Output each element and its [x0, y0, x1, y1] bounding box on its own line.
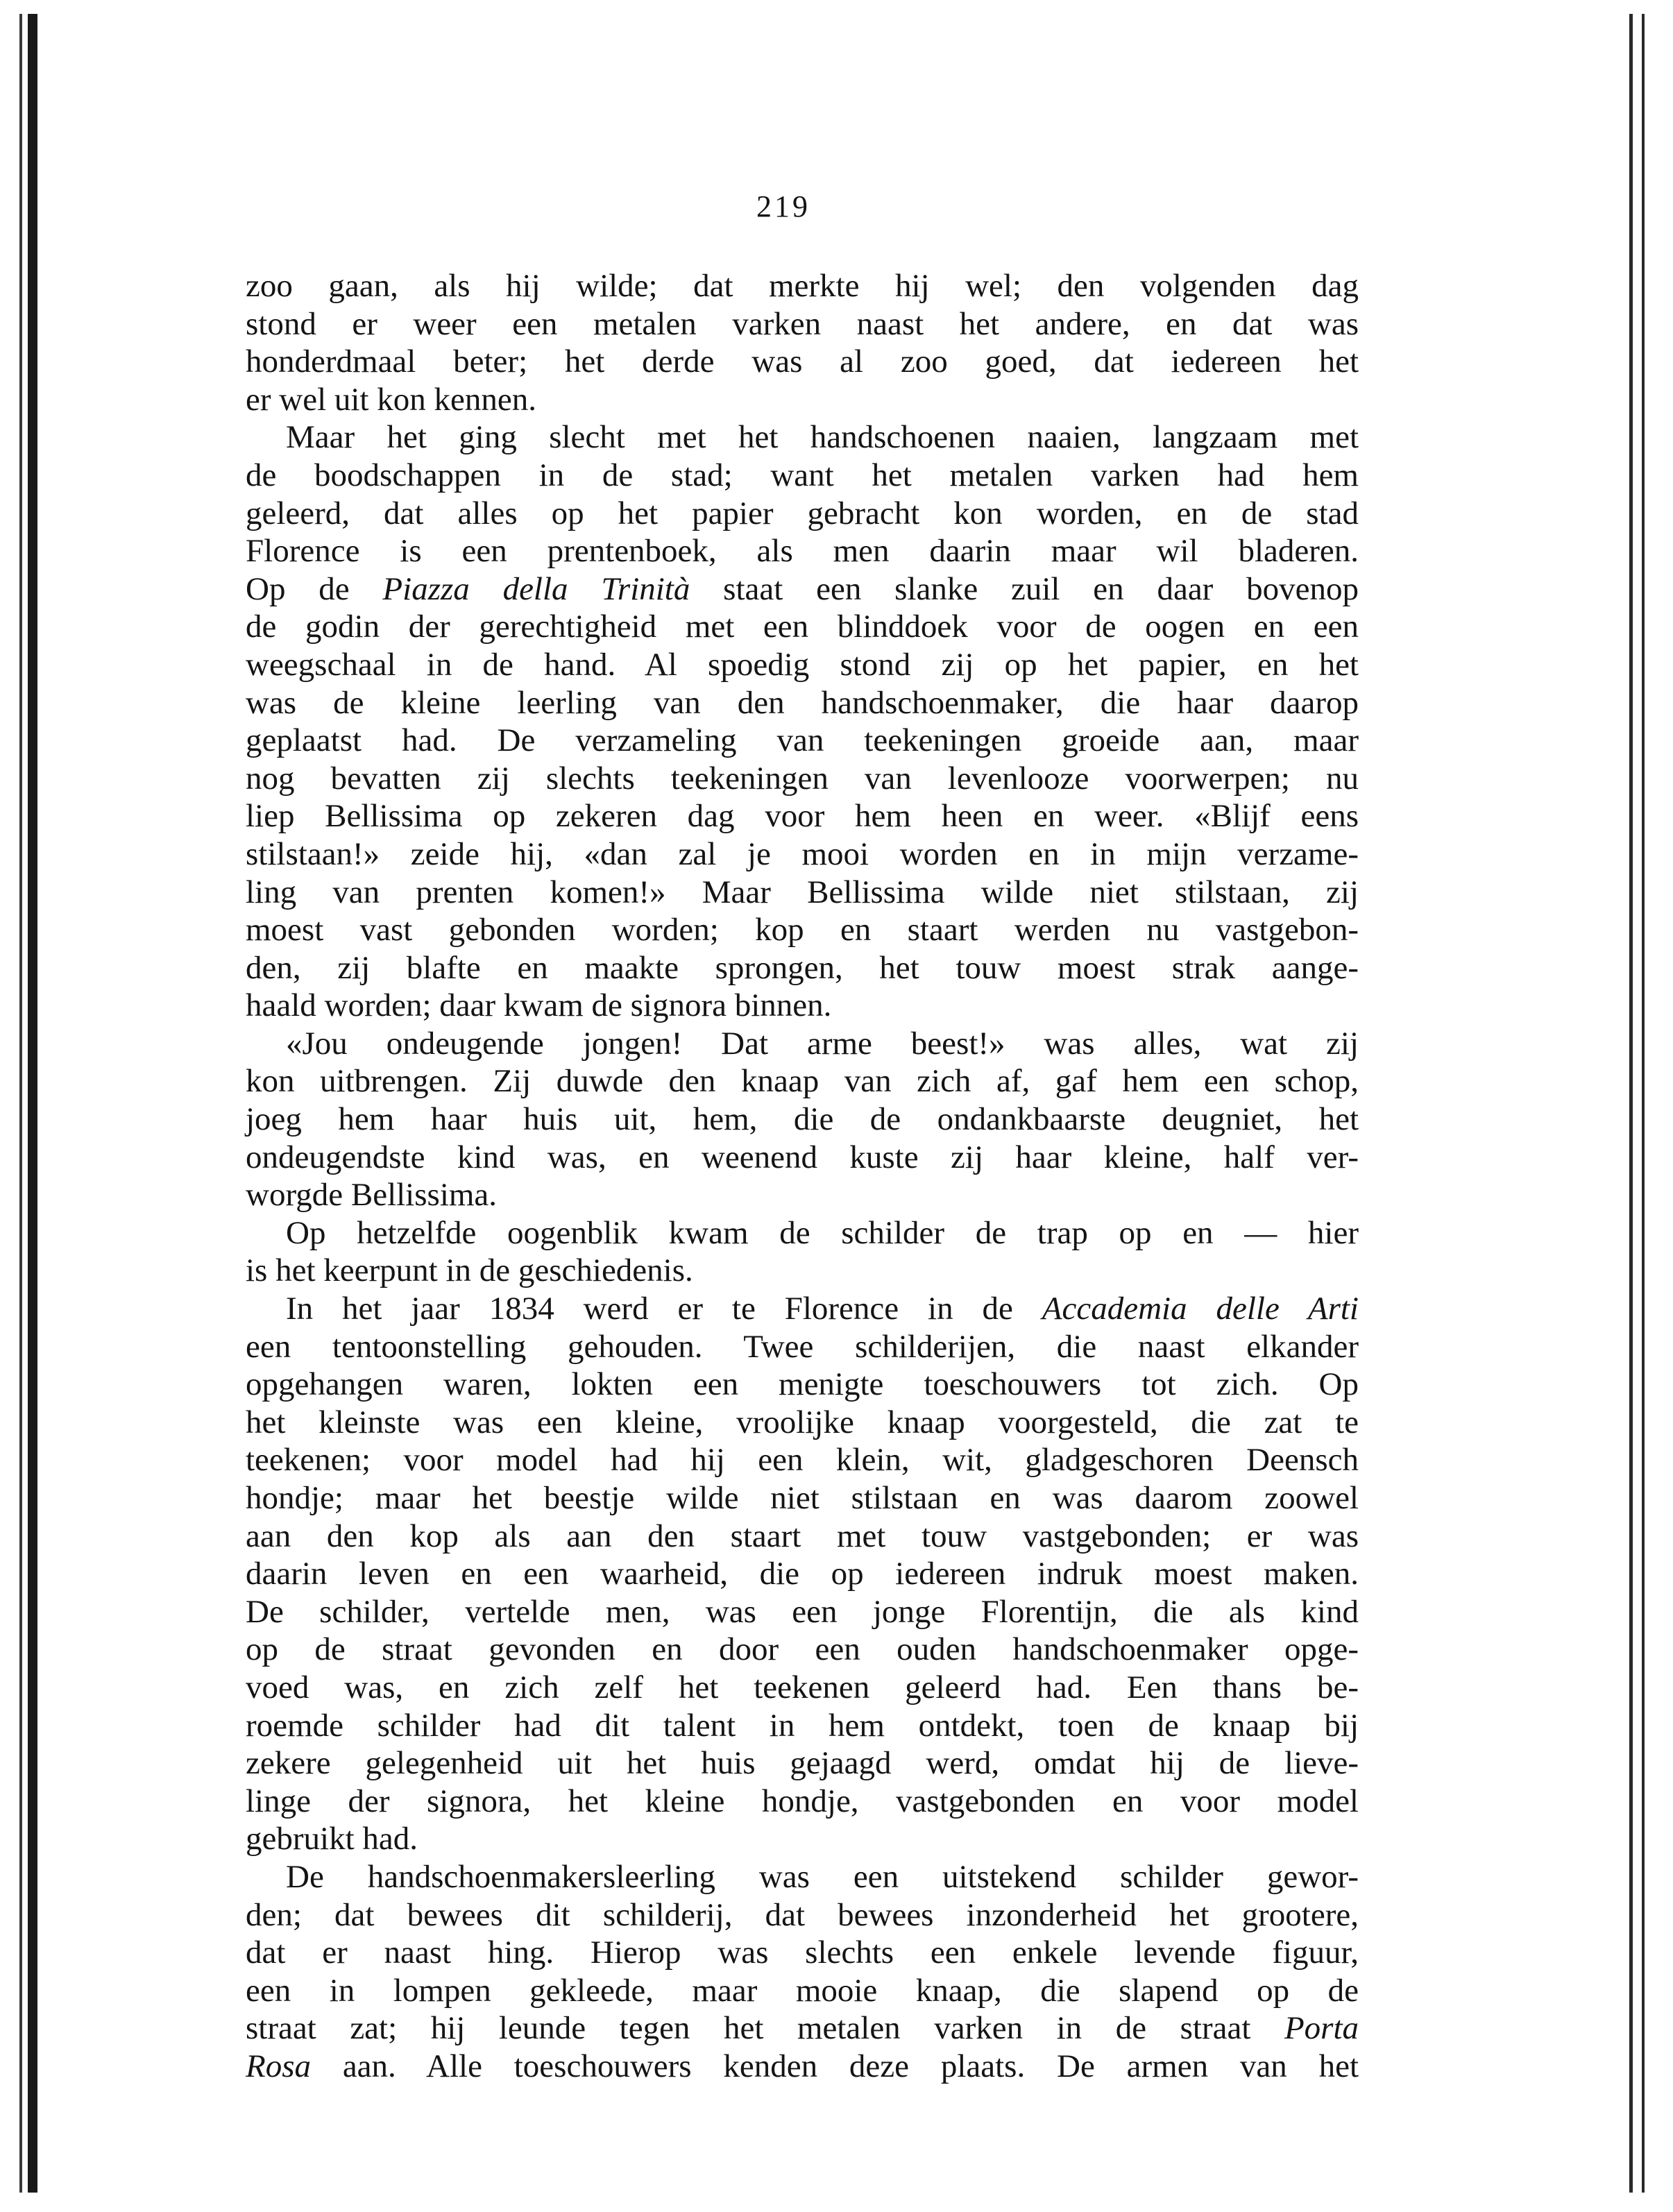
page-number: 219 [756, 189, 810, 223]
italic-segment: Accademia delle Arti [1042, 1291, 1359, 1327]
text-segment: Op de [246, 570, 383, 607]
text-line: was de kleine leerling van den handschoenmaker, die haar daarop [246, 684, 1359, 721]
text-line: het kleinste was een kleine, vroolijke knaap voorgesteld, die zat te [246, 1404, 1359, 1440]
text-line: zekere gelegenheid uit het huis gejaagd werd, omdat hij de lieve- [246, 1745, 1359, 1782]
text-line: haald worden; daar kwam de signora binnen. [246, 987, 832, 1024]
text-line [246, 2048, 1359, 2086]
text-line: teekenen; voor model had hij een klein, wit, gladgeschoren Deensch [246, 1442, 1359, 1479]
text-line: den, zij blafte en maakte sprongen, het touw moest strak aange- [246, 949, 1359, 986]
text-line: stond er weer een metalen varken naast het andere, en dat was [246, 305, 1359, 342]
text-line: joeg hem haar huis uit, hem, die de ondankbaarste deugniet, het [246, 1101, 1359, 1138]
text-line: Op hetzelfde oogenblik kwam de schilder de trap op en — hier [286, 1214, 1359, 1251]
text-line: kon uitbrengen. Zij duwde den knaap van zich af, gaf hem een schop, [246, 1063, 1359, 1100]
text-line: «Jou ondeugende jongen! Dat arme beest!» was alles, wat zij [286, 1025, 1359, 1062]
text-line: een tentoonstelling gehouden. Twee schilderijen, die naast elkander [246, 1328, 1359, 1365]
text-line: moest vast gebonden worden; kop en staart werden nu vastgebon- [246, 912, 1359, 948]
body-text [246, 267, 1359, 2086]
text-line: de godin der gerechtigheid met een blinddoek voor de oogen en een [246, 609, 1359, 645]
italic-segment: Piazza della Trinità [382, 570, 690, 607]
text-line: roemde schilder had dit talent in hem ontdekt, toen de knaap bij [246, 1707, 1359, 1744]
scan-edge-left [28, 14, 37, 2193]
text-line: nog bevatten zij slechts teekeningen van levenlooze voorwerpen; nu [246, 760, 1359, 797]
text-line: daarin leven en een waarheid, die op iedereen indruk moest maken. [246, 1556, 1359, 1592]
text-segment: staat een slanke zuil en daar bovenop [690, 570, 1359, 607]
text-line: weegschaal in de hand. Al spoedig stond zij op het papier, en het [246, 646, 1359, 683]
text-line: op de straat gevonden en door een ouden handschoenmaker opge- [246, 1631, 1359, 1668]
text-line: linge der signora, het kleine hondje, vastgebonden en voor model [246, 1783, 1359, 1819]
text-line: Florence is een prentenboek, als men daarin maar wil bladeren. [246, 533, 1359, 570]
text-line: worgde Bellissima. [246, 1177, 498, 1214]
text-line [246, 570, 1359, 609]
text-segment: In het jaar 1834 werd er te Florence in de [286, 1291, 1042, 1327]
scan-edge-right-outer [1642, 14, 1645, 2193]
text-line: ling van prenten komen!» Maar Bellissima wilde niet stilstaan, zij [246, 874, 1359, 910]
text-line: er wel uit kon kennen. [246, 381, 536, 418]
text-line: liep Bellissima op zekeren dag voor hem heen en weer. «Blijf eens [246, 798, 1359, 835]
scan-edge-right [1629, 14, 1633, 2193]
text-line: den; dat bewees dit schilderij, dat bewees inzonderheid het grootere, [246, 1896, 1359, 1933]
text-line [246, 1290, 1359, 1328]
text-line: opgehangen waren, lokten een menigte toeschouwers tot zich. Op [246, 1366, 1359, 1403]
text-line: de boodschappen in de stad; want het metalen varken had hem [246, 457, 1359, 493]
text-line: dat er naast hing. Hierop was slechts een enkele levende figuur, [246, 1934, 1359, 1971]
text-line: hondje; maar het beestje wilde niet stilstaan en was daarom zoowel [246, 1480, 1359, 1516]
text-segment: straat zat; hij leunde tegen het metalen varken in de straat [246, 2010, 1284, 2047]
text-line: De schilder, vertelde men, was een jonge Florentijn, die als kind [246, 1593, 1359, 1630]
text-line: geplaatst had. De verzameling van teekeningen groeide aan, maar [246, 722, 1359, 759]
text-line: honderdmaal beter; het derde was al zoo goed, dat iedereen het [246, 343, 1359, 380]
text-line [246, 2009, 1359, 2048]
italic-segment: Rosa [246, 2048, 311, 2084]
text-line: geleerd, dat alles op het papier gebracht kon worden, en de stad [246, 495, 1359, 531]
scan-edge-left-thin [19, 14, 22, 2193]
text-line: een in lompen gekleede, maar mooie knaap, die slapend op de [246, 1972, 1359, 2009]
text-line: aan den kop als aan den staart met touw vastgebonden; er was [246, 1517, 1359, 1554]
text-line: Maar het ging slecht met het handschoenen naaien, langzaam met [286, 419, 1359, 456]
text-line: zoo gaan, als hij wilde; dat merkte hij wel; den volgenden dag [246, 268, 1359, 304]
text-segment: aan. Alle toeschouwers kenden deze plaats. De armen van het [311, 2048, 1359, 2084]
text-line: ondeugendste kind was, en weenend kuste zij haar kleine, half ver- [246, 1139, 1359, 1175]
text-line: voed was, en zich zelf het teekenen geleerd had. Een thans be- [246, 1669, 1359, 1705]
text-line: is het keerpunt in de geschiedenis. [246, 1252, 693, 1289]
text-line: De handschoenmakersleerling was een uitstekend schilder gewor- [286, 1858, 1359, 1895]
text-line: gebruikt had. [246, 1821, 418, 1857]
text-line: stilstaan!» zeide hij, «dan zal je mooi worden en in mijn verzame- [246, 835, 1359, 872]
italic-segment: Porta [1284, 2010, 1359, 2047]
